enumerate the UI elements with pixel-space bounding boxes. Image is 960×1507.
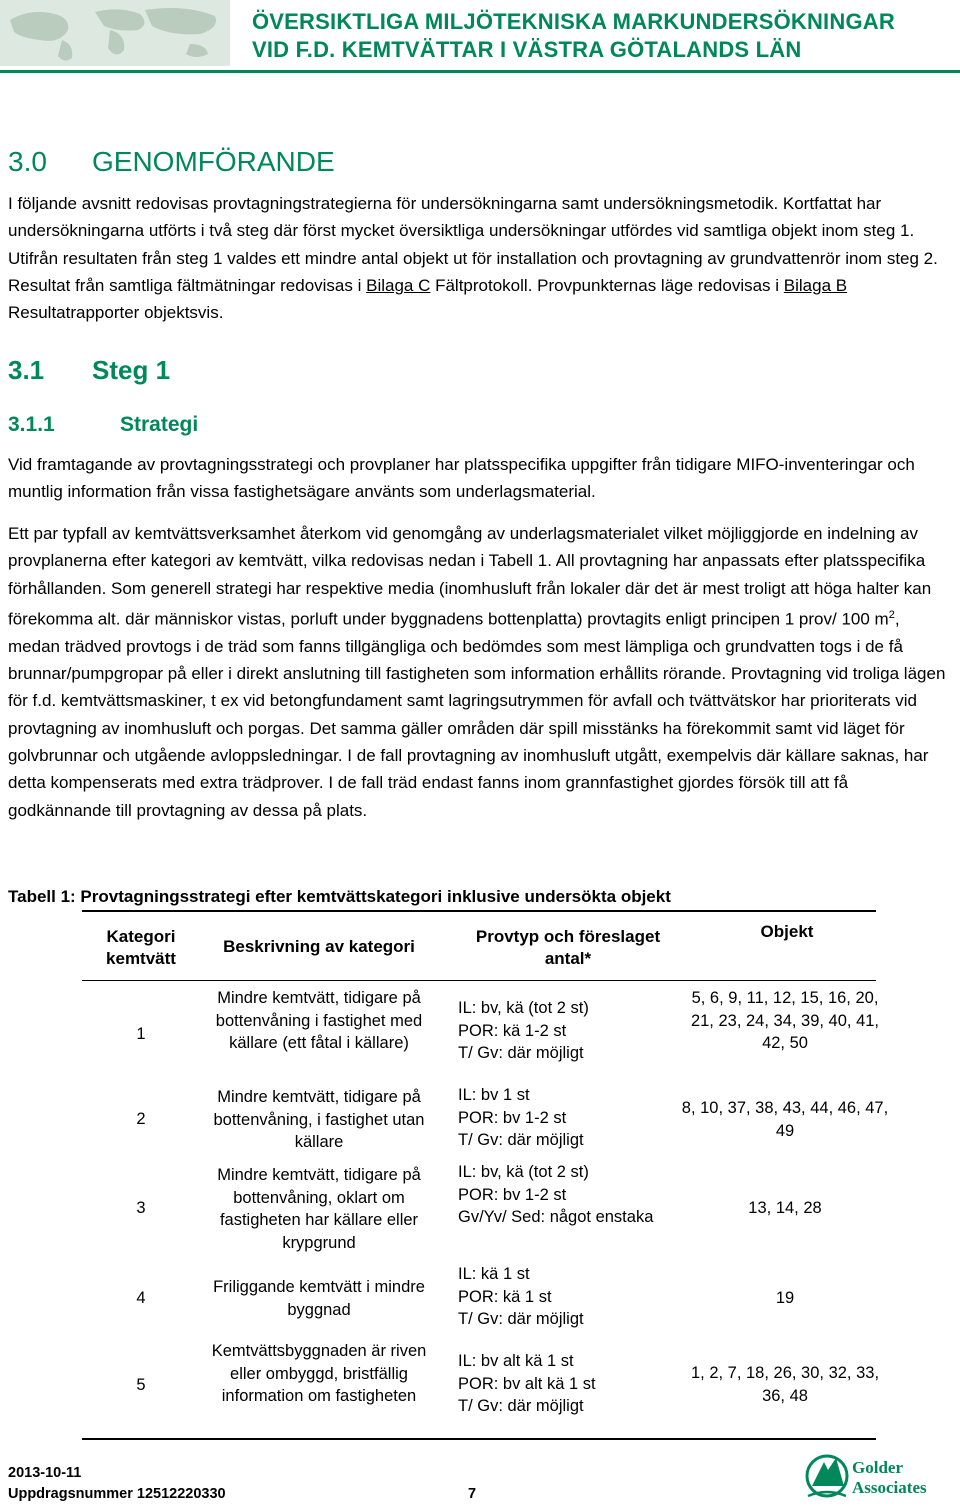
main-superscript: 2 [888,608,895,621]
subsection-title: Steg 1 [92,355,171,385]
main-paragraph [8,520,948,824]
world-map-banner-icon [0,0,230,66]
col-header-beskrivning: Beskrivning av kategori [223,937,415,956]
header-divider [0,70,960,73]
row-beskrivning: Mindre kemtvätt, tidigare på bottenvåning, oklart om fastigheten har källare eller krypgrund [217,1166,421,1252]
logo-text [852,1458,927,1498]
header-title-line2: VID F.D. KEMTVÄTTAR I VÄSTRA GÖTALANDS LÄN [252,37,802,62]
row-objekt: 19 [775,1289,795,1307]
intro-paragraph [8,190,948,326]
row-kategori: 2 [136,1110,146,1128]
row-provtyp: IL: bv alt kä 1 st POR: bv alt kä 1 st T/ Gv: där möjligt [458,1352,596,1415]
main-text-2: , medan trädved provtogs i de träd som fanns tillgängliga och bedömdes som mest lämpliga och grundvatten togs i de få brunnar/pumpgropar på eller i direkt anslutning till fastigheten som information erhållits rörande. Provtagning vid troliga lägen för f.d. kemtvättsmaskiner, t ex vid betongfundament samt lagringsutrymmen för avfall och tvättvätskor har prioriterats vid provtagning av inomhusluft och porgas. Det samma gäller områden där spill misstänks ha förekommit samt vid läget för golvbrunnar och utgående avloppsledningar. I de fall provtagning av inomhusluft utgått, exempelvis där källare saknas, har detta kompenserats med extra trädprover. I de fall träd endast fanns inom grannfastighet gjordes försök till att få godkännande till provtagning av dessa på plats. [8,609,946,820]
subsubsection-title: Strategi [120,413,199,436]
row-provtyp: IL: kä 1 st POR: kä 1 st T/ Gv: där möjligt [458,1265,584,1328]
row-objekt: 1, 2, 7, 18, 26, 30, 32, 33, 36, 48 [690,1364,880,1405]
page-number: 7 [468,1486,477,1502]
section-heading [8,146,335,178]
col-header-provtyp: Provtyp och föreslaget antal* [475,927,661,968]
col-header-objekt: Objekt [760,922,814,941]
table-caption: Tabell 1: Provtagningsstrategi efter kemtvättskategori inklusive undersökta objekt [8,887,671,906]
row-provtyp: IL: bv, kä (tot 2 st) POR: kä 1-2 st T/ Gv: där möjligt [458,999,589,1062]
col-header-kategori: Kategori kemtvätt [106,927,176,968]
row-objekt: 5, 6, 9, 11, 12, 15, 16, 20, 21, 23, 24, 34, 39, 40, 41, 42, 50 [690,989,880,1052]
table-header-rule [82,980,876,981]
intro-text-3: Resultatrapporter objektsvis. [8,303,224,323]
company-logo [804,1452,954,1504]
subsection-heading [8,355,170,386]
row-beskrivning: Mindre kemtvätt, tidigare på bottenvåning, i fastighet utan källare [213,1088,425,1151]
row-kategori: 5 [136,1376,146,1394]
section-number: 3.0 [8,146,47,177]
subsubsection-number: 3.1.1 [8,413,55,436]
bilaga-c-link[interactable]: Bilaga C [366,275,431,295]
row-provtyp: IL: bv 1 st POR: bv 1-2 st T/ Gv: där möjligt [458,1086,584,1149]
bilaga-b-link[interactable]: Bilaga B [783,275,848,295]
row-objekt: 8, 10, 37, 38, 43, 44, 46, 47, 49 [681,1099,889,1140]
footer-date: 2013-10-11 [8,1465,82,1481]
subsubsection-heading [8,413,198,437]
table-bottom-rule [82,1438,876,1440]
logo-text-line2: Associates [852,1478,927,1497]
intro-text-1: I följande avsnitt redovisas provtagningstrategierna för undersökningarna samt undersökningsmetodik. Kortfattat har undersökningarna utförts i två steg där först mycket översiktliga undersökningar utfördes vid samtliga objekt inom steg 1. Utifrån resultaten från steg 1 valdes ett mindre antal objekt ut för installation och provtagning av grundvattenrör inom steg 2. Resultat från samtliga fältmätningar redovisas i [8,194,938,295]
header-title-line1: ÖVERSIKTLIGA MILJÖTEKNISKA MARKUNDERSÖKNINGAR [252,9,895,34]
row-objekt: 13, 14, 28 [748,1199,822,1217]
row-beskrivning: Friliggande kemtvätt i mindre byggnad [213,1278,425,1319]
table-top-rule [82,910,876,912]
row-beskrivning: Kemtvättsbyggnaden är riven eller ombyggd, bristfällig information om fastigheten [211,1342,427,1405]
main-text-1: Ett par typfall av kemtvättsverksamhet återkom vid genomgång av underlagsmaterialet vilket möjliggjorde en indelning av provplanerna efter kategori av kemtvätt, vilka redovisas nedan i Tabell 1. All provtagning har anpassats efter platsspecifika förhållanden. Som generell strategi har respektive media (inomhusluft från lokaler där det är mest troligt att höga halter kan förekomma alt. där människor vistas, porluft under byggnadens bottenplatta) provtagits enligt principen 1 prov/ 100 m [8,524,932,629]
header-title [252,8,895,64]
row-provtyp: IL: bv, kä (tot 2 st) POR: bv 1-2 st Gv/Yv/ Sed: något enstaka [458,1163,654,1226]
subsection-number: 3.1 [8,355,45,385]
row-kategori: 1 [136,1025,146,1043]
row-beskrivning: Mindre kemtvätt, tidigare på bottenvåning i fastighet med källare (ett fåtal i källare) [215,989,423,1052]
footer-uppdragsnummer: Uppdragsnummer 12512220330 [8,1486,226,1502]
intro-text-2: Fältprotokoll. Provpunkternas läge redovisas i [430,275,784,295]
logo-text-line1: Golder [852,1458,903,1477]
page-header [0,0,960,78]
golder-emblem-icon [804,1452,850,1504]
section-title: GENOMFÖRANDE [92,146,335,177]
row-kategori: 4 [136,1289,146,1307]
row-kategori: 3 [136,1199,146,1217]
strategy-paragraph: Vid framtagande av provtagningsstrategi och provplaner har platsspecifika uppgifter från tidigare MIFO-inventeringar och muntlig information från vissa fastighetsägare använts som underlagsmaterial. [8,455,915,502]
